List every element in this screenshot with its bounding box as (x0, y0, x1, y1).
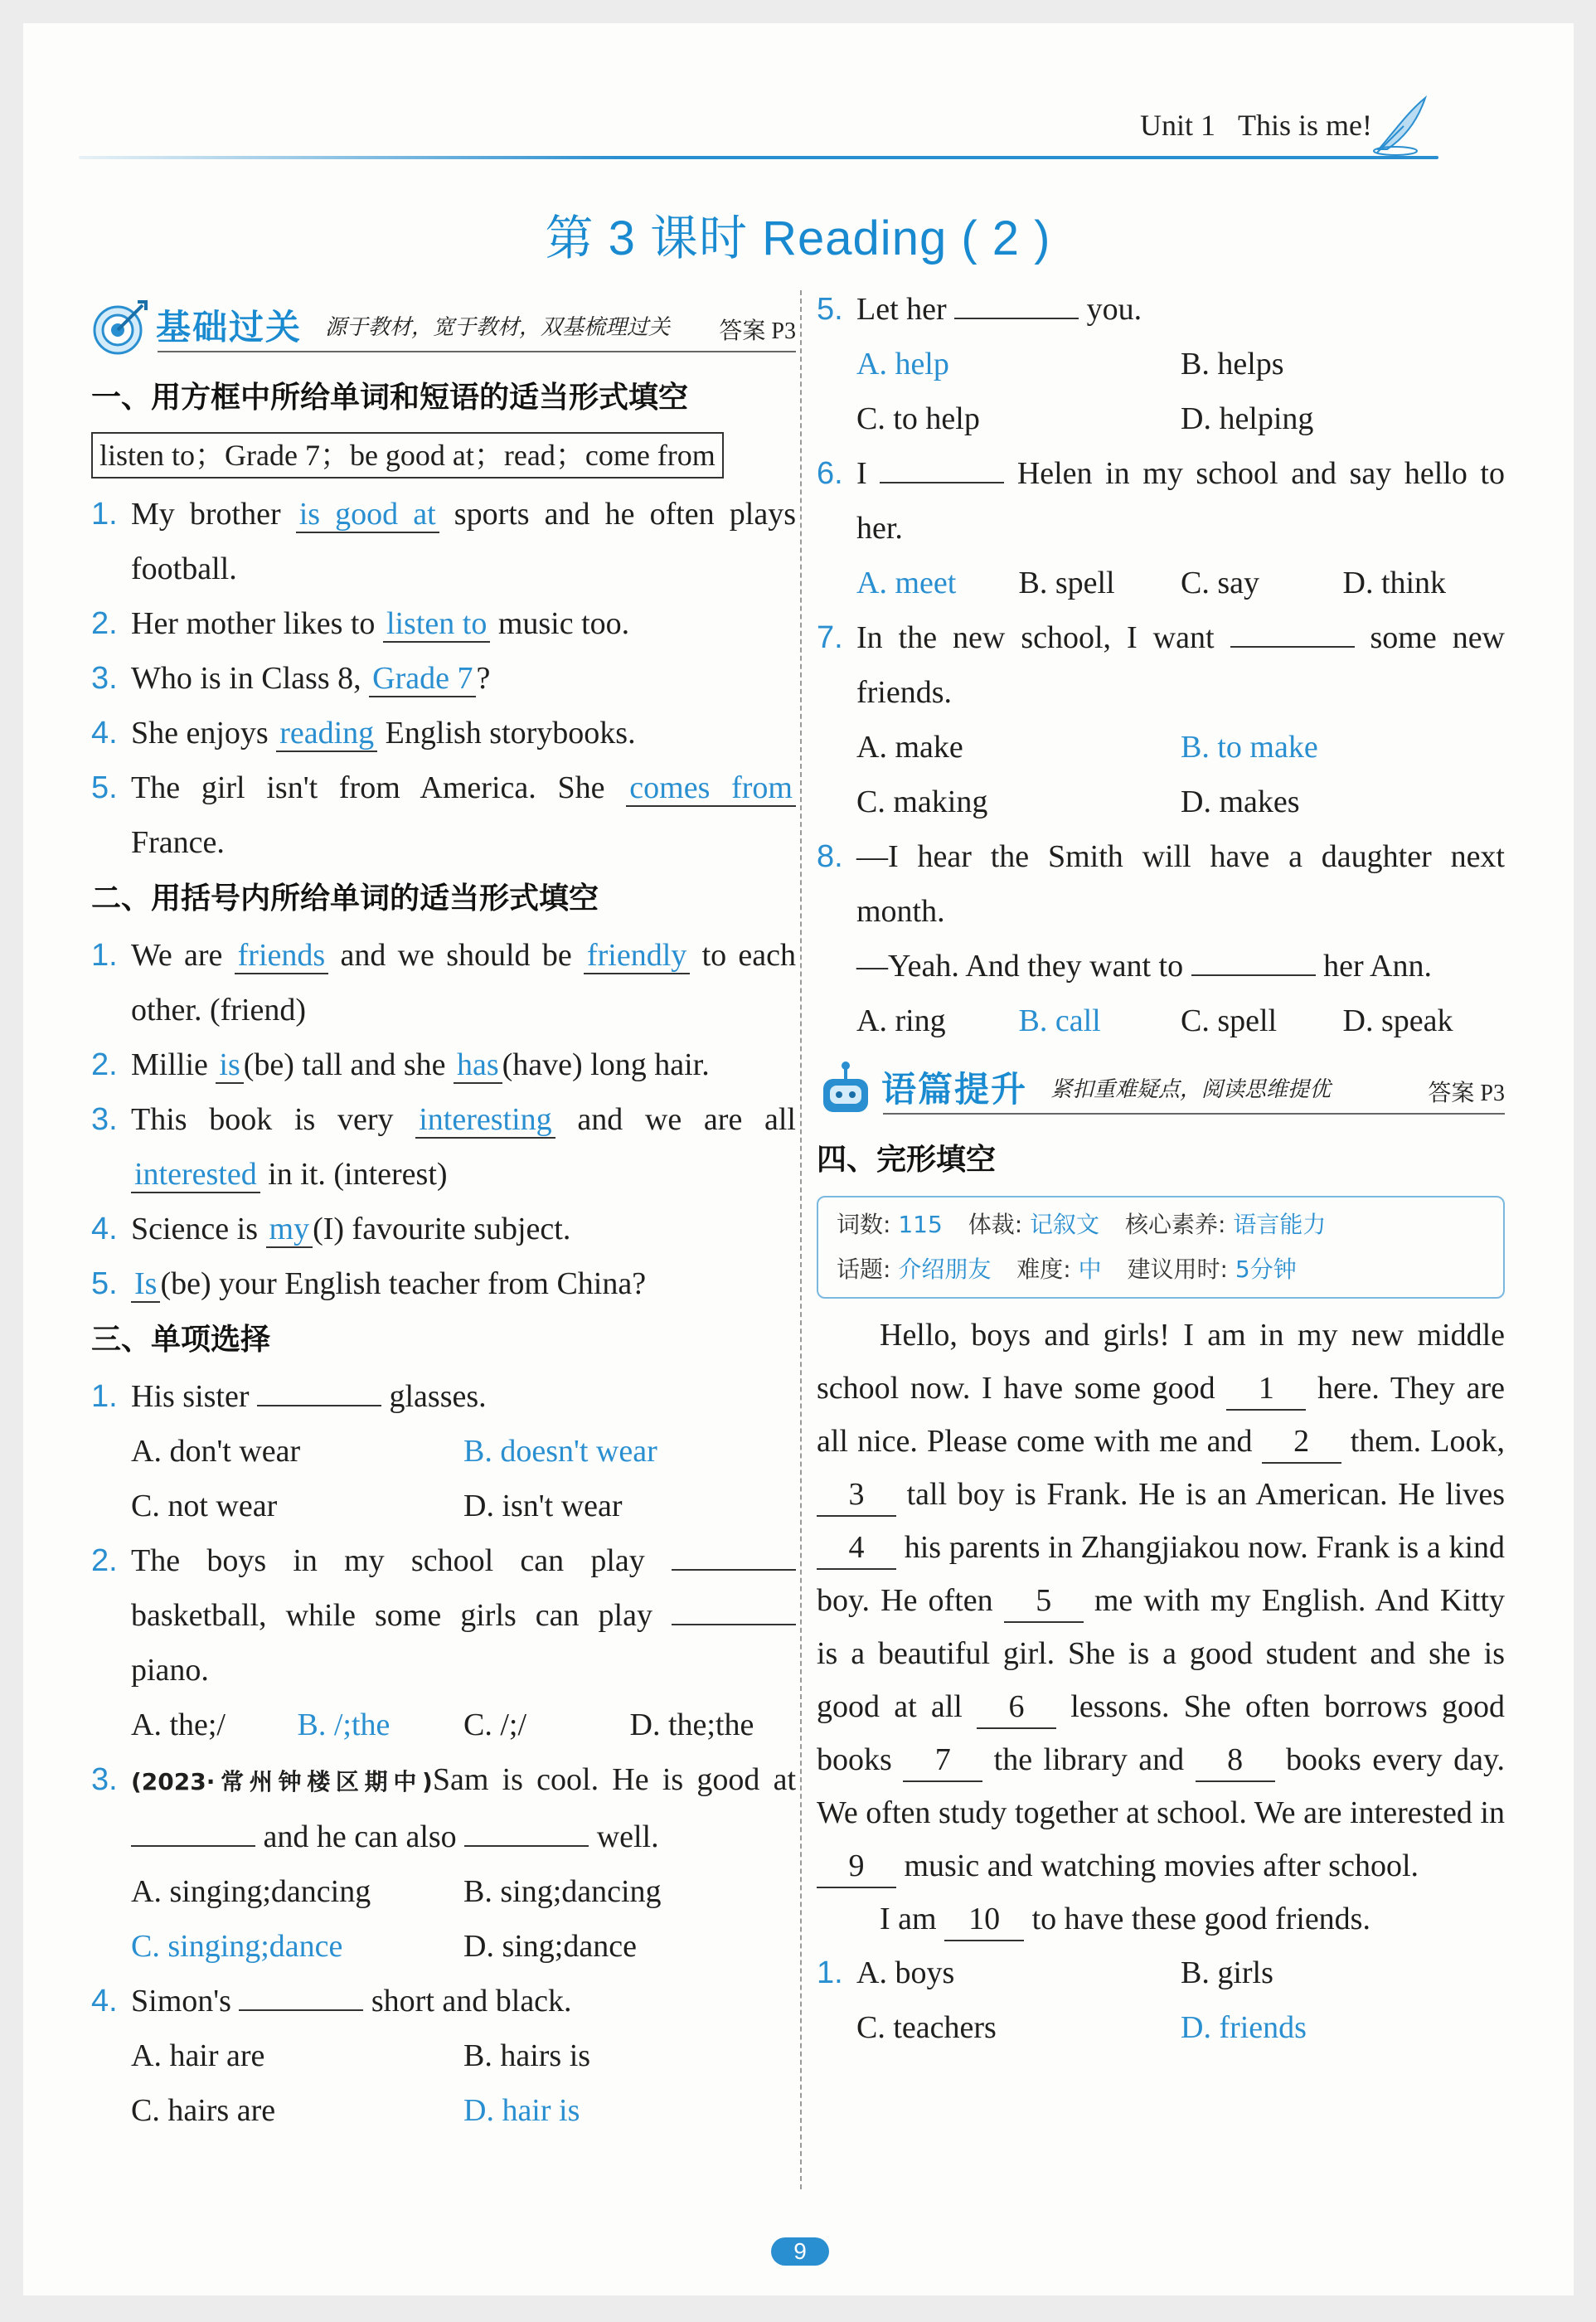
cloze-blank: 2 (1262, 1421, 1341, 1464)
question-item: 4. Simon's short and black. (91, 1984, 572, 2018)
question-item: 3. This book is very interesting and we are all interested in it. (interest) (91, 1102, 796, 1192)
question-item: 4. She enjoys reading English storybooks. (91, 716, 636, 751)
option: D. speak (1342, 1003, 1453, 1038)
section-title: 三、单项选择 (91, 1323, 271, 1357)
cloze-blank: 3 (817, 1474, 896, 1517)
option-correct: A. meet (856, 566, 957, 600)
question-item: 5. Is (be) your English teacher from China? (91, 1266, 647, 1301)
banner-title: 基础过关 (156, 307, 303, 347)
option: D. makes (1181, 785, 1300, 819)
option: C. making (856, 785, 988, 819)
cloze-blank: 10 (944, 1898, 1024, 1941)
answer-fill: is good at (296, 497, 439, 533)
option: D. think (1342, 566, 1447, 600)
option-correct: C. singing;dance (131, 1929, 343, 1964)
answer-fill: Grade 7 (369, 661, 476, 697)
option: B. girls (1181, 1955, 1273, 1990)
banner-underline (158, 351, 796, 352)
section-title: 一、用方框中所给单词和短语的适当形式填空 (91, 381, 689, 415)
question-item: 4. Science is my (I) favourite subject. (91, 1212, 571, 1246)
answer-blank (239, 2009, 363, 2011)
banner-slogan: 源于教材，宽于教材，双基梳理过关 (325, 315, 671, 339)
cloze-blank: 6 (977, 1686, 1056, 1729)
answer-fill: reading (276, 716, 377, 752)
question-item: 7. In the new school, I want some new friends. (817, 620, 1505, 710)
robot-icon (817, 1061, 875, 1119)
page-title: 第 3 课时 Reading ( 2 ) (545, 211, 1051, 265)
question-source: (2023·常州钟楼区期中) (131, 1768, 433, 1795)
cloze-blank: 4 (817, 1527, 896, 1570)
option-correct: A. help (856, 347, 949, 381)
option: A. don't wear (131, 1434, 301, 1469)
target-icon (91, 299, 149, 357)
option: A. ring (856, 1003, 946, 1038)
question-item: 1. We are friends and we should be friendly to each other. (friend) (91, 938, 797, 1027)
banner-slogan: 紧扣重难疑点，阅读思维提优 (1050, 1077, 1332, 1101)
cloze-passage: Hello, boys and girls! I am in my new middle school now. I have some good 1 here. They are all nice. Please come with me and 2 them. Look, 3 tall boy is Frank. He is an American. He lives 4 his parents in Zhangjiakou now. Frank is a kind boy. He often 5 me with my English. And Kitty is a beautiful girl. She is a good student and she is good at all 6 lessons. She often borrows good books 7 the library and 8 books every day. We often study together at school. We are interested in 9 music and watching movies after school. I am 10 to have these good friends. (817, 1309, 1505, 1946)
question-item: 1. His sister glasses. (91, 1379, 487, 1414)
option: B. spell (1018, 566, 1115, 600)
section-title: 二、用括号内所给单词的适当形式填空 (91, 882, 599, 916)
question-item: 6. I Helen in my school and say hello to her. (817, 456, 1505, 546)
answer-blank (954, 318, 1079, 319)
cloze-blank: 8 (1196, 1739, 1275, 1782)
answer-blank (672, 1624, 796, 1625)
question-item: 8. —I hear the Smith will have a daughter next month. —Yeah. And they want to her Ann. (817, 839, 1505, 984)
question-item: 1. My brother is good at sports and he often plays football. (91, 497, 796, 586)
column-divider (800, 290, 802, 2189)
option: A. the;/ (131, 1707, 226, 1742)
options (817, 337, 1505, 446)
answer-reference: 答案 P3 (1428, 1081, 1505, 1106)
left-column (91, 286, 796, 2138)
answer-blank (1191, 974, 1316, 976)
answer-blank (464, 1845, 589, 1847)
question-item: 1. A. boys B. girls C. teachers D. friends (817, 1946, 1505, 2055)
option: C. teachers (856, 2010, 997, 2045)
banner-passage (817, 1048, 1505, 1131)
cloze-blank: 7 (903, 1739, 982, 1782)
option: A. singing;dancing (131, 1874, 371, 1909)
options (817, 993, 1505, 1048)
word-box: listen to；Grade 7；be good at；read；come from (91, 432, 724, 478)
banner-underline (883, 1113, 1505, 1115)
option-correct: B. to make (1181, 730, 1318, 765)
right-column (817, 282, 1505, 2055)
option: A. make (856, 730, 963, 765)
cloze-blank: 5 (1004, 1580, 1084, 1623)
answer-blank (1230, 646, 1355, 648)
answer-fill: comes from (626, 770, 796, 807)
option: D. the;the (629, 1707, 754, 1742)
header-rule (79, 156, 1438, 159)
cloze-blank: 9 (817, 1845, 896, 1888)
options (817, 720, 1505, 829)
page-header (79, 100, 1488, 166)
option: D. helping (1181, 401, 1314, 436)
question-item: 5. The girl isn't from America. She comes from France. (91, 760, 796, 870)
option: C. /;/ (463, 1707, 527, 1742)
options (91, 1424, 796, 1533)
banner-title: 语篇提升 (881, 1069, 1028, 1110)
answer-fill: listen to (383, 606, 490, 643)
option: C. to help (856, 401, 980, 436)
question-item: 2. Her mother likes to listen to music too. (91, 606, 630, 641)
question-item: 2. The boys in my school can play basketball, while some girls can play piano. (91, 1533, 796, 1698)
option: C. say (1181, 566, 1259, 600)
option: B. sing;dancing (463, 1874, 662, 1909)
options (91, 1864, 796, 1974)
banner-basic (91, 286, 796, 369)
option: C. not wear (131, 1489, 278, 1523)
question-item: 5. Let her you. (817, 292, 1142, 327)
answer-blank (257, 1405, 381, 1406)
options (91, 2028, 796, 2138)
options (817, 556, 1505, 610)
option-correct: B. /;the (297, 1707, 391, 1742)
option: D. isn't wear (463, 1489, 623, 1523)
answer-blank (880, 482, 1004, 483)
options (91, 1698, 796, 1752)
option: A. boys (856, 1955, 955, 1990)
answer-blank (131, 1845, 255, 1847)
question-item: 2. Millie is (be) tall and she has (have) long hair. (91, 1047, 710, 1082)
option: B. helps (1181, 347, 1284, 381)
option: C. hairs are (131, 2093, 276, 2128)
section-title: 四、完形填空 (817, 1143, 997, 1177)
cloze-blank: 1 (1226, 1367, 1306, 1411)
question-item: 3. (2023·常州钟楼区期中)Sam is cool. He is good at and he can also well. (91, 1762, 797, 1854)
option: B. hairs is (463, 2038, 591, 2073)
option: A. hair are (131, 2038, 265, 2073)
option-correct: B. doesn't wear (463, 1434, 657, 1469)
option: C. spell (1181, 1003, 1278, 1038)
option-correct: B. call (1018, 1003, 1101, 1038)
option: D. sing;dance (463, 1929, 637, 1964)
option-correct: D. friends (1181, 2010, 1307, 2045)
passage-info-box: 词数: 115 体裁: 记叙文 核心素养: 语言能力 话题: 介绍朋友 难度: 中 建议用时: 5分钟 (817, 1196, 1505, 1299)
page-number: 9 (771, 2237, 829, 2266)
unit-label: Unit 1 This is me! (1140, 109, 1372, 142)
quill-icon (1370, 95, 1430, 158)
answer-reference: 答案 P3 (719, 318, 796, 344)
answer-blank (672, 1569, 796, 1571)
option-correct: D. hair is (463, 2093, 580, 2128)
question-item: 3. Who is in Class 8, Grade 7 ? (91, 661, 491, 696)
